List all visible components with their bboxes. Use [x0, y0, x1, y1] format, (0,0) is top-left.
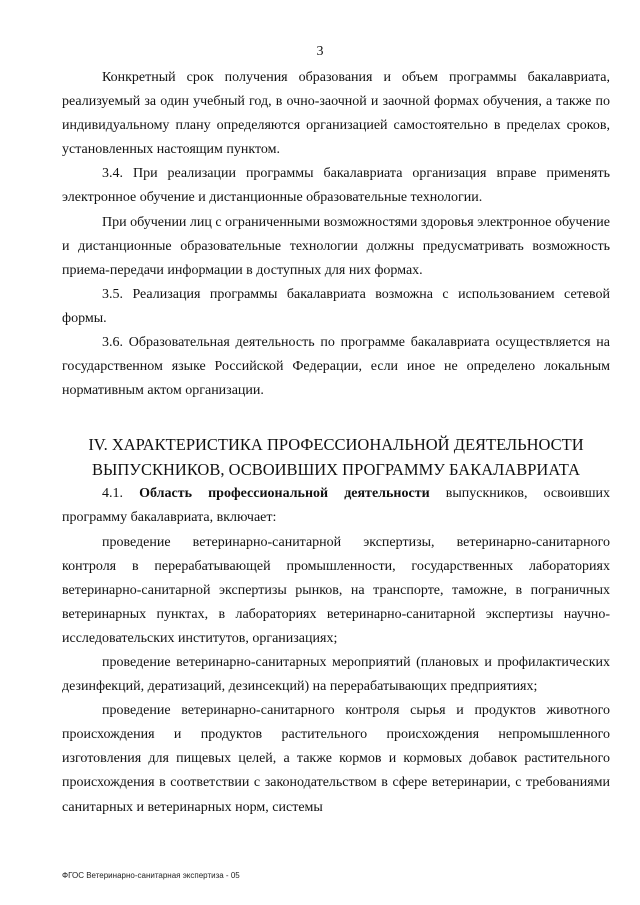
paragraph-4-1	[62, 482, 610, 530]
paragraph-3-4: 3.4. При реализации программы бакалавриата организация вправе применять электронное обучение и дистанционные образовательные технологии.	[62, 166, 610, 206]
page-footer: ФГОС Ветеринарно-санитарная экспертиза - 05	[62, 871, 240, 880]
paragraph-study-period: Конкретный срок получения образования и объем программы бакалавриата, реализуемый за один учебный год, в очно-заочной и заочной формах обучения, а также по индивидуальному плану определяются организацией самостоятельно в пределах сроков, установленных настоящим пунктом.	[62, 70, 610, 158]
list-item-raw-materials-control: проведение ветеринарно-санитарного контроля сырья и продуктов животного происхождения и продуктов растительного происхождения непромышленного изготовления для пищевых целей, а также кормов и кормовых добавок растительного происхождения в соответствии с законодательством в сфере ветеринарии, с требованиями санитарных и ветеринарных норм, системы	[62, 703, 610, 815]
paragraph-disabilities: При обучении лиц с ограниченными возможностями здоровья электронное обучение и дистанционные образовательные технологии должны предусматривать возможность приема-передачи информации в доступных для них формах.	[62, 214, 610, 278]
list-item-sanitary-measures: проведение ветеринарно-санитарных мероприятий (плановых и профилактических дезинфекций, дератизаций, дезинсекций) на перерабатывающих предприятиях;	[62, 654, 610, 695]
page-number: 3	[316, 44, 324, 59]
list-item-expertise: проведение ветеринарно-санитарной экспертизы, ветеринарно-санитарного контроля в перерабатывающей промышленности, государственных лабораториях ветеринарно-санитарной экспертизы рынков, на транспорте, таможне, в пограничных ветеринарных пунктах, в лабораториях ветеринарно-санитарной экспертизы научно-исследовательских институтов, организациях;	[62, 534, 610, 646]
section-heading-line-2: ВЫПУСКНИКОВ, ОСВОИВШИХ ПРОГРАММУ БАКАЛАВРИАТА	[92, 459, 580, 479]
document-body	[62, 66, 610, 820]
section-heading-line-1: IV. ХАРАКТЕРИСТИКА ПРОФЕССИОНАЛЬНОЙ ДЕЯТЕЛЬНОСТИ	[88, 435, 584, 455]
section-spacer	[62, 403, 610, 427]
paragraph-4-1-text: выпускников, освоивших программу бакалавриата, включает:	[62, 486, 611, 526]
paragraph-3-6: 3.6. Образовательная деятельность по программе бакалавриата осуществляется на государственном языке Российской Федерации, если иное не определено локальным нормативным актом организации.	[62, 335, 610, 399]
section-heading	[62, 433, 610, 482]
paragraph-3-5: 3.5. Реализация программы бакалавриата возможна с использованием сетевой формы.	[62, 286, 610, 326]
paragraph-4-1-bold-term: Область профессиональной деятельности	[139, 486, 430, 502]
paragraph-4-1-number: 4.1.	[102, 486, 123, 502]
